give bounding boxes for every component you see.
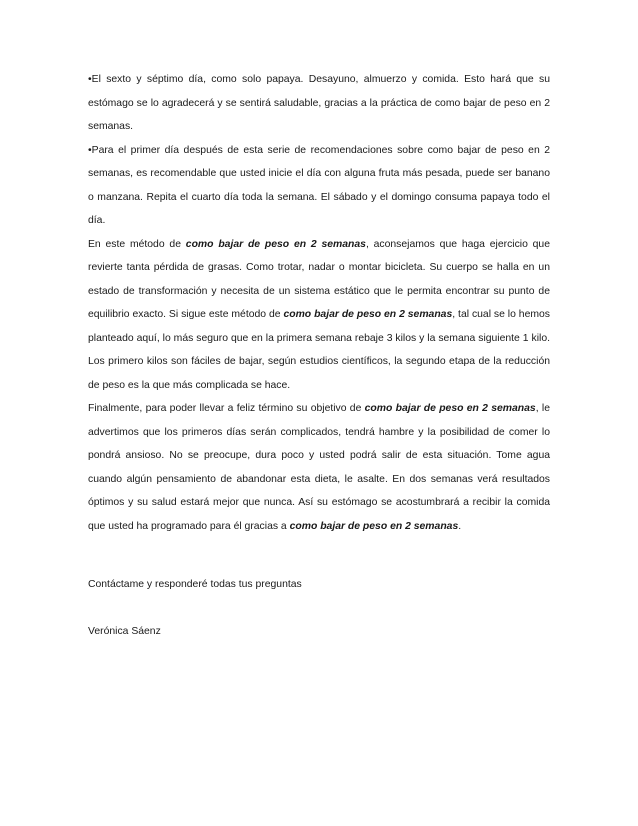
article-body	[88, 68, 550, 538]
paragraph-bullet-sexto-septimo	[88, 68, 550, 139]
paragraph-text: •Para el primer día después de esta serie de recomendaciones sobre como bajar de peso en 2 semanas, es recomendable que usted inicie el día con alguna fruta más pesada, puede ser banano o manzana. Repita el cuarto día toda la semana. El sábado y el domingo consuma papaya todo el día.	[88, 144, 550, 226]
paragraph-text: En este método de	[88, 238, 186, 250]
keyword-emphasis: como bajar de peso en 2 semanas	[185, 238, 366, 250]
keyword-emphasis: como bajar de peso en 2 semanas	[364, 403, 536, 414]
keyword-emphasis: como bajar de peso en 2 semanas	[289, 520, 459, 532]
spacer	[88, 538, 550, 573]
contact-line: Contáctame y responderé todas tus preguntas	[88, 579, 302, 590]
paragraph-paragraph-finalmente	[88, 397, 550, 538]
paragraph-paragraph-ejercicio	[88, 233, 550, 398]
paragraph-text: , le advertimos que los primeros días serán complicados, tendrá hambre y la posibilidad de comer lo pondrá ansioso. No se preocupe, dura poco y usted podrá salir de esta situación. Tome agua cuando algún pensamiento de abandonar esta dieta, le asalte. En dos semanas verá resultados óptimos y su salud estará mejor que nunca. Así su estómago se acostumbrará a recibir la comida que usted ha programado para él gracias a	[88, 403, 550, 532]
document-page	[88, 68, 550, 643]
paragraph-text: .	[458, 520, 462, 532]
author-signature: Verónica Sáenz	[88, 625, 161, 637]
paragraph-text: , tal cual se lo hemos planteado aquí, lo más seguro que en la primera semana rebaje 3 kilos y la semana siguiente 1 kilo. Los primero kilos son fáciles de bajar, según estudios científicos, la segundo etapa de la reducción de peso es la que más complicada se hace.	[88, 309, 550, 391]
keyword-emphasis: como bajar de peso en 2 semanas	[283, 309, 453, 320]
paragraph-text: Finalmente, para poder llevar a feliz término su objetivo de	[88, 403, 365, 414]
paragraph-bullet-primer-dia	[88, 139, 550, 233]
paragraph-text: •El sexto y séptimo día, como solo papaya. Desayuno, almuerzo y comida. Esto hará que su estómago se lo agradecerá y se sentirá saludable, gracias a la práctica de como bajar de peso en 2 semanas.	[88, 74, 550, 132]
paragraph-text: , aconsejamos que haga ejercicio que revierte tanta pérdida de grasas. Como trotar, nadar o montar bicicleta. Su cuerpo se halla en un estado de transformación y necesita de un sistema estático que le permita encontrar su punto de equilibrio exacto. Si sigue este método de	[88, 238, 550, 320]
